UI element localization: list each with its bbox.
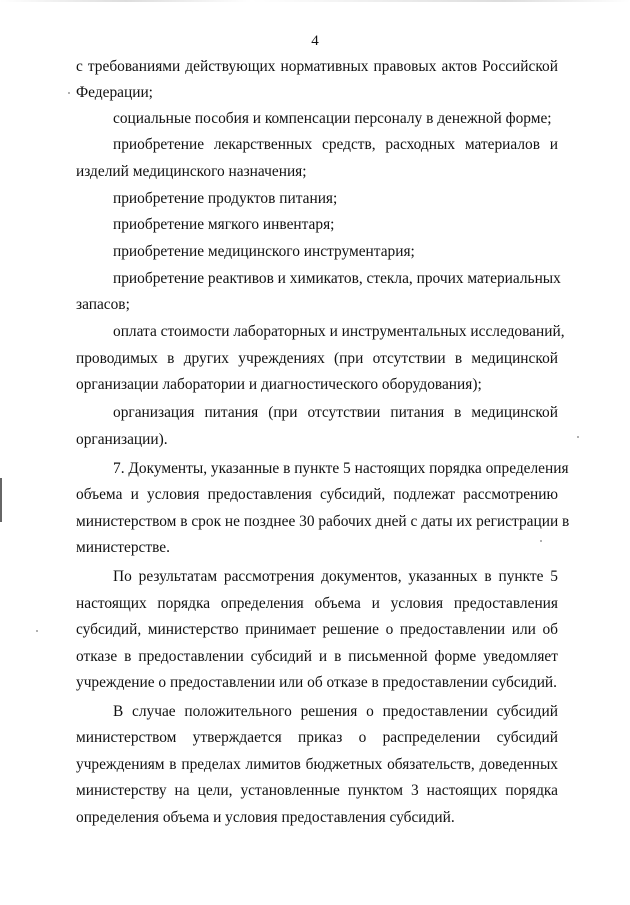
text-line: министерстве.	[76, 539, 170, 556]
text-line: приобретение лекарственных средств, расходных материалов и	[113, 136, 558, 153]
text-line: По результатам рассмотрения документов, указанных в пункте 5	[113, 568, 558, 585]
text-line: министерством в срок не позднее 30 рабочих дней с даты их регистрации в	[76, 513, 570, 530]
text-line: настоящих порядка определения объема и условия предоставления	[76, 595, 558, 612]
text-line: определения объема и условия предоставления субсидий.	[76, 809, 455, 826]
scan-speck	[577, 436, 579, 438]
text-line: министерству на цели, установленные пунктом 3 настоящих порядка	[76, 782, 558, 799]
scan-speck	[540, 540, 542, 542]
text-line: приобретение продуктов питания;	[113, 190, 338, 207]
page-top-edge	[0, 0, 630, 2]
text-line: организации).	[76, 431, 168, 448]
text-line: оплата стоимости лабораторных и инструментальных исследований,	[113, 323, 565, 340]
text-line: министерством утверждается приказ о распределении субсидий	[76, 729, 558, 746]
text-line: запасов;	[76, 296, 130, 313]
text-line: с требованиями действующих нормативных правовых актов Российской	[76, 58, 558, 75]
text-line: учреждение о предоставлении или об отказе в предоставлении субсидий.	[76, 674, 558, 691]
scan-speck	[68, 92, 70, 94]
text-line: приобретение реактивов и химикатов, стекла, прочих материальных	[113, 270, 561, 287]
text-line: приобретение медицинского инструментария;	[113, 243, 415, 260]
text-line: В случае положительного решения о предоставлении субсидий	[113, 703, 558, 720]
text-line: объема и условия предоставления субсидий, подлежат рассмотрению	[76, 486, 558, 503]
text-line: Федерации;	[76, 84, 153, 101]
scan-edge-mark	[0, 478, 2, 522]
page-number: 4	[311, 33, 319, 49]
text-line: социальные пособия и компенсации персоналу в денежной форме;	[113, 110, 552, 127]
text-line: субсидий, министерство принимает решение о предоставлении или об	[76, 621, 558, 638]
text-line: учреждениям в пределах лимитов бюджетных обязательств, доведенных	[76, 756, 558, 773]
text-line: приобретение мягкого инвентаря;	[113, 216, 335, 233]
text-line: организации лаборатории и диагностического оборудования);	[76, 376, 482, 393]
text-line: 7. Документы, указанные в пункте 5 настоящих порядка определения	[113, 460, 569, 477]
text-line: изделий медицинского назначения;	[76, 163, 307, 180]
text-line: организация питания (при отсутствии питания в медицинской	[113, 404, 558, 421]
text-line: проводимых в других учреждениях (при отсутствии в медицинской	[76, 350, 558, 367]
scan-speck	[36, 630, 38, 632]
text-line: отказе в предоставлении субсидий и в письменной форме уведомляет	[76, 648, 558, 665]
